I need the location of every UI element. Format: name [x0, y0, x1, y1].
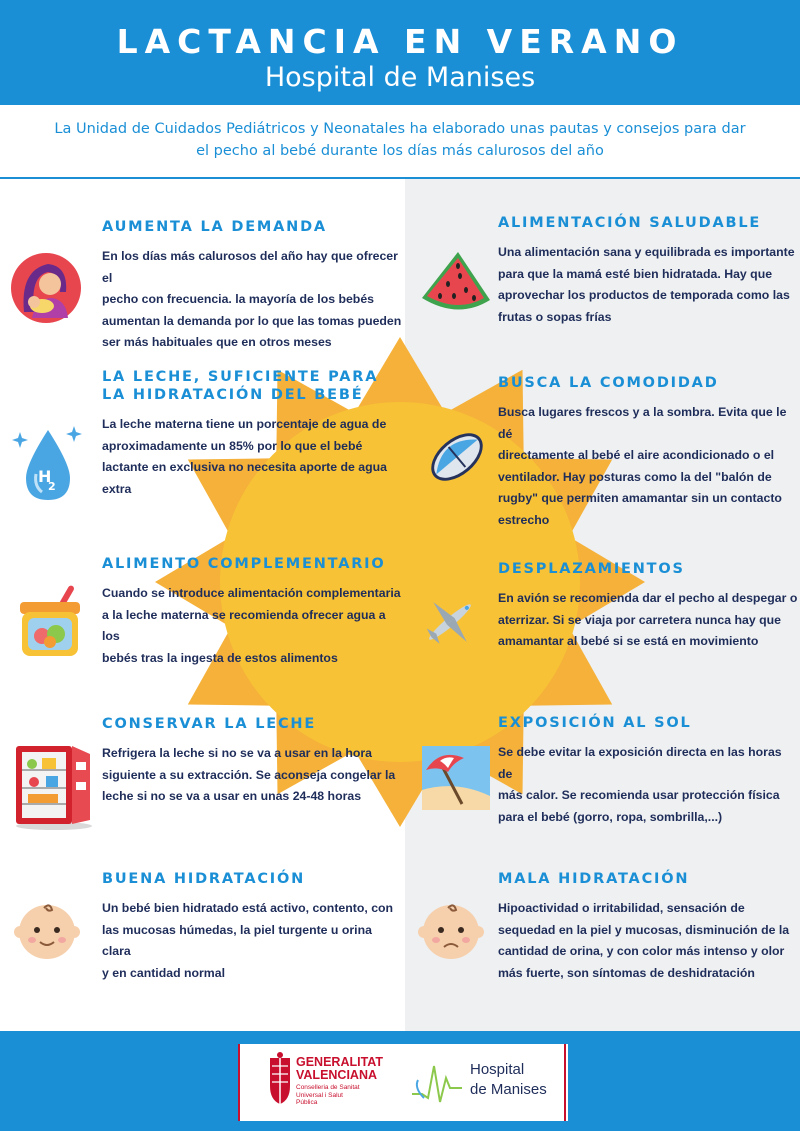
section-heading — [102, 368, 402, 404]
header-banner — [0, 0, 800, 105]
section-text-line: directamente al bebé el aire acondicionado o el — [498, 448, 775, 462]
section-heading — [102, 218, 402, 236]
hospital-heartbeat-icon — [410, 1058, 464, 1104]
generalitat-emblem-icon — [268, 1052, 292, 1106]
section-heading — [498, 560, 798, 578]
section-heading — [498, 214, 798, 232]
section-text-line: aterrizar. Si se viaja por carretera nunca hay que — [498, 612, 781, 627]
section-text-line: sequedad en la piel y mucosas, disminución de la — [498, 922, 790, 937]
footer-divider-right — [564, 1044, 566, 1121]
right-section-4 — [498, 714, 798, 828]
section-text-line: En los días más calurosos del año hay que ofrecer el — [102, 249, 398, 285]
section-heading-line: MALA HIDRATACIÓN — [498, 871, 690, 887]
section-text-line: Se debe evitar la exposición directa en las horas de — [498, 745, 782, 781]
section-text-line: Busca lugares frescos y a la sombra. Evita que le dé — [498, 405, 787, 441]
section-heading-line: ALIMENTO COMPLEMENTARIO — [102, 556, 386, 572]
beach-umbrella-icon — [422, 746, 490, 810]
section-text — [102, 414, 402, 500]
conselleria-name — [296, 1084, 366, 1107]
section-text-line: La leche materna tiene un porcentaje de agua de — [102, 417, 387, 431]
page-subtitle: Hospital de Manises — [264, 62, 536, 93]
section-text-line: amamantar al bebé si se está en movimiento — [498, 634, 759, 648]
section-text-line: para el bebé (gorro, ropa, sombrilla,...) — [498, 809, 723, 824]
section-text-line: aproximadamente un 85% por lo que el bebé — [102, 438, 363, 453]
section-text-line: cantidad de orina, y con color más intenso y olor — [498, 944, 785, 958]
right-section-2 — [498, 374, 798, 531]
section-heading — [102, 715, 402, 733]
section-heading — [102, 555, 402, 573]
section-text-line: lactante en exclusiva no necesita aporte de agua — [102, 460, 387, 474]
section-text — [102, 246, 402, 354]
section-heading — [498, 374, 798, 392]
section-text-line: siguiente a su extracción. Se aconseja congelar la — [102, 767, 396, 782]
water-drop-h2o-icon — [12, 424, 84, 504]
left-section-3 — [102, 555, 402, 669]
footer-logos — [238, 1044, 568, 1121]
section-text-line: bebés tras la ingesta de estos alimentos — [102, 650, 338, 665]
section-text-line: Un bebé bien hidratado está activo, contento, con — [102, 901, 394, 915]
happy-baby-face-icon — [12, 900, 82, 962]
section-heading-line: LA LECHE, SUFICIENTE PARA — [102, 369, 379, 385]
rugby-ball-icon — [424, 424, 490, 490]
section-text-line: las mucosas húmedas, la piel turgente u orina clara — [102, 922, 372, 958]
section-text-line: Hipoactividad o irritabilidad, sensación de — [498, 901, 745, 915]
generalitat-name-line-2: VALENCIANA — [296, 1068, 378, 1082]
section-text-line: En avión se recomienda dar el pecho al despegar o — [498, 591, 798, 605]
watermelon-slice-icon — [418, 248, 494, 324]
right-section-1 — [498, 214, 798, 328]
right-section-5 — [498, 870, 798, 984]
section-text-line: Cuando se introduce alimentación complementaria — [102, 586, 401, 600]
section-text-line: para que la mamá esté bien hidratada. Hay que — [498, 266, 773, 281]
footer-divider-left — [238, 1044, 240, 1121]
section-text-line: y en cantidad normal — [102, 965, 225, 980]
section-heading — [498, 870, 798, 888]
section-heading-line: EXPOSICIÓN AL SOL — [498, 715, 692, 731]
section-text-line: más fuerte, son síntomas de deshidratación — [498, 965, 755, 980]
left-section-4 — [102, 715, 402, 808]
section-heading-line: BUENA HIDRATACIÓN — [102, 871, 306, 887]
section-heading — [102, 870, 402, 888]
conselleria-line-1: Conselleria de Sanitat — [296, 1084, 360, 1091]
section-text-line: pecho con frecuencia. la mayoría de los bebés — [102, 292, 374, 306]
section-heading-line: AUMENTA LA DEMANDA — [102, 219, 327, 235]
hospital-name-line-1: Hospital — [470, 1061, 525, 1078]
open-fridge-icon — [10, 740, 94, 830]
section-text — [498, 402, 798, 531]
section-text — [498, 588, 798, 653]
section-text — [498, 898, 798, 984]
section-text — [102, 898, 402, 984]
section-heading-line: BUSCA LA COMODIDAD — [498, 375, 719, 391]
intro-line-2: el pecho al bebé durante los días más calurosos del año — [196, 143, 604, 159]
conselleria-line-2: Universal i Salut Pública — [296, 1091, 343, 1106]
section-text-line: aprovechar los productos de temporada como las — [498, 288, 790, 302]
left-section-5 — [102, 870, 402, 984]
svg-text:H: H — [38, 467, 52, 486]
section-text — [102, 743, 402, 808]
section-heading-line: CONSERVAR LA LECHE — [102, 716, 317, 732]
hospital-name-line-2: de Manises — [470, 1081, 547, 1098]
section-text-line: rugby" que permiten amamantar sin un contacto — [498, 491, 782, 505]
section-heading — [498, 714, 798, 732]
generalitat-name-line-1: GENERALITAT — [296, 1055, 384, 1069]
section-text-line: Refrigera la leche si no se va a usar en la hora — [102, 746, 372, 760]
section-heading-line: DESPLAZAMIENTOS — [498, 561, 685, 577]
left-section-1 — [102, 218, 402, 354]
page-title: LACTANCIA EN VERANO — [116, 22, 684, 61]
section-heading-line: LA HIDRATACIÓN DEL BEBÉ — [102, 387, 364, 403]
left-section-2 — [102, 368, 402, 500]
generalitat-name — [296, 1056, 383, 1082]
section-text-line: más calor. Se recomienda usar protección física — [498, 788, 780, 802]
section-text-line: aumentan la demanda por lo que las tomas pueden — [102, 313, 402, 328]
section-heading-line: ALIMENTACIÓN SALUDABLE — [498, 215, 762, 231]
section-text-line: estrecho — [498, 512, 550, 527]
section-text-line: leche si no se va a usar en unas 24-48 horas — [102, 789, 362, 803]
section-text — [102, 583, 402, 669]
section-text-line: frutas o sopas frías — [498, 309, 612, 324]
section-text-line: ser más habituales que en otros meses — [102, 335, 332, 349]
section-text — [498, 742, 798, 828]
section-text-line: a la leche materna se recomienda ofrecer agua a los — [102, 607, 386, 643]
section-text — [498, 242, 798, 328]
intro-text — [20, 118, 780, 162]
breastfeeding-mother-icon — [10, 252, 82, 324]
hospital-name — [470, 1060, 547, 1100]
section-text-line: ventilador. Hay posturas como la del "balón de — [498, 469, 772, 484]
section-text-line: Una alimentación sana y equilibrada es importante — [498, 245, 795, 259]
sad-baby-face-icon — [416, 900, 486, 962]
intro-line-1: La Unidad de Cuidados Pediátricos y Neonatales ha elaborado unas pautas y consejos para dar — [54, 121, 746, 137]
airplane-icon — [420, 592, 480, 652]
svg-text:2: 2 — [48, 480, 56, 493]
right-section-3 — [498, 560, 798, 653]
baby-food-jar-icon — [14, 580, 86, 660]
section-text-line: extra — [102, 481, 132, 496]
